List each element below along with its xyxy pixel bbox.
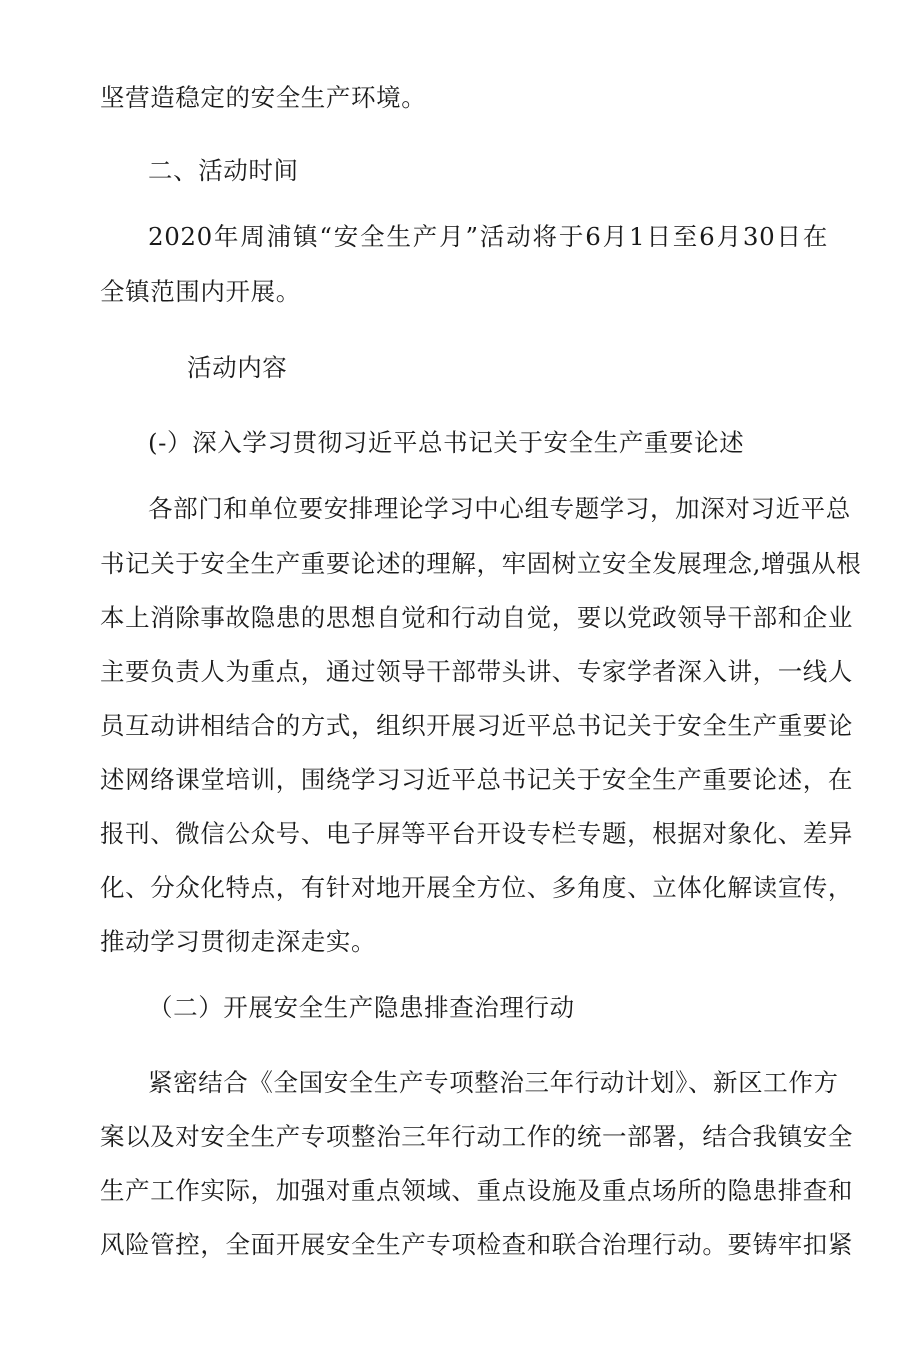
- text-line: 全镇范围内开展。: [100, 277, 301, 306]
- text-line: 2020年周浦镇“安全生产月”活动将于6月1日至6月30日在: [148, 222, 828, 251]
- text-line: 紧密结合《全国安全生产专项整治三年行动计划》、新区工作方: [148, 1068, 839, 1097]
- text-line: 推动学习贯彻走深走实。: [100, 927, 377, 956]
- text-line: 案以及对安全生产专项整治三年行动工作的统一部署，结合我镇安全: [100, 1122, 853, 1151]
- section-heading: 二、活动时间: [148, 156, 299, 185]
- subsection-heading: （二）开展安全生产隐患排查治理行动: [148, 993, 575, 1022]
- text-line: 报刊、微信公众号、电子屏等平台开设专栏专题，根据对象化、差异: [100, 819, 853, 848]
- section-heading: 活动内容: [187, 353, 288, 382]
- text-line: 生产工作实际，加强对重点领域、重点设施及重点场所的隐患排查和: [100, 1176, 853, 1205]
- text-line: 主要负责人为重点，通过领导干部带头讲、专家学者深入讲，一线人: [100, 657, 853, 686]
- text-line: 各部门和单位要安排理论学习中心组专题学习，加深对习近平总: [148, 494, 851, 523]
- text-line: 风险管控，全面开展安全生产专项检查和联合治理行动。要铸牢扣紧: [100, 1230, 853, 1259]
- text-line: 述网络课堂培训，围绕学习习近平总书记关于安全生产重要论述，在: [100, 765, 853, 794]
- text-line: 坚营造稳定的安全生产环境。: [100, 83, 427, 112]
- text-line: 化、分众化特点，有针对地开展全方位、多角度、立体化解读宣传，: [100, 873, 853, 902]
- text-line: 员互动讲相结合的方式，组织开展习近平总书记关于安全生产重要论: [100, 711, 853, 740]
- subsection-heading: (-）深入学习贯彻习近平总书记关于安全生产重要论述: [148, 428, 745, 457]
- text-line: 本上消除事故隐患的思想自觉和行动自觉，要以党政领导干部和企业: [100, 603, 853, 632]
- text-line: 书记关于安全生产重要论述的理解，牢固树立安全发展理念,增强从根: [100, 549, 862, 578]
